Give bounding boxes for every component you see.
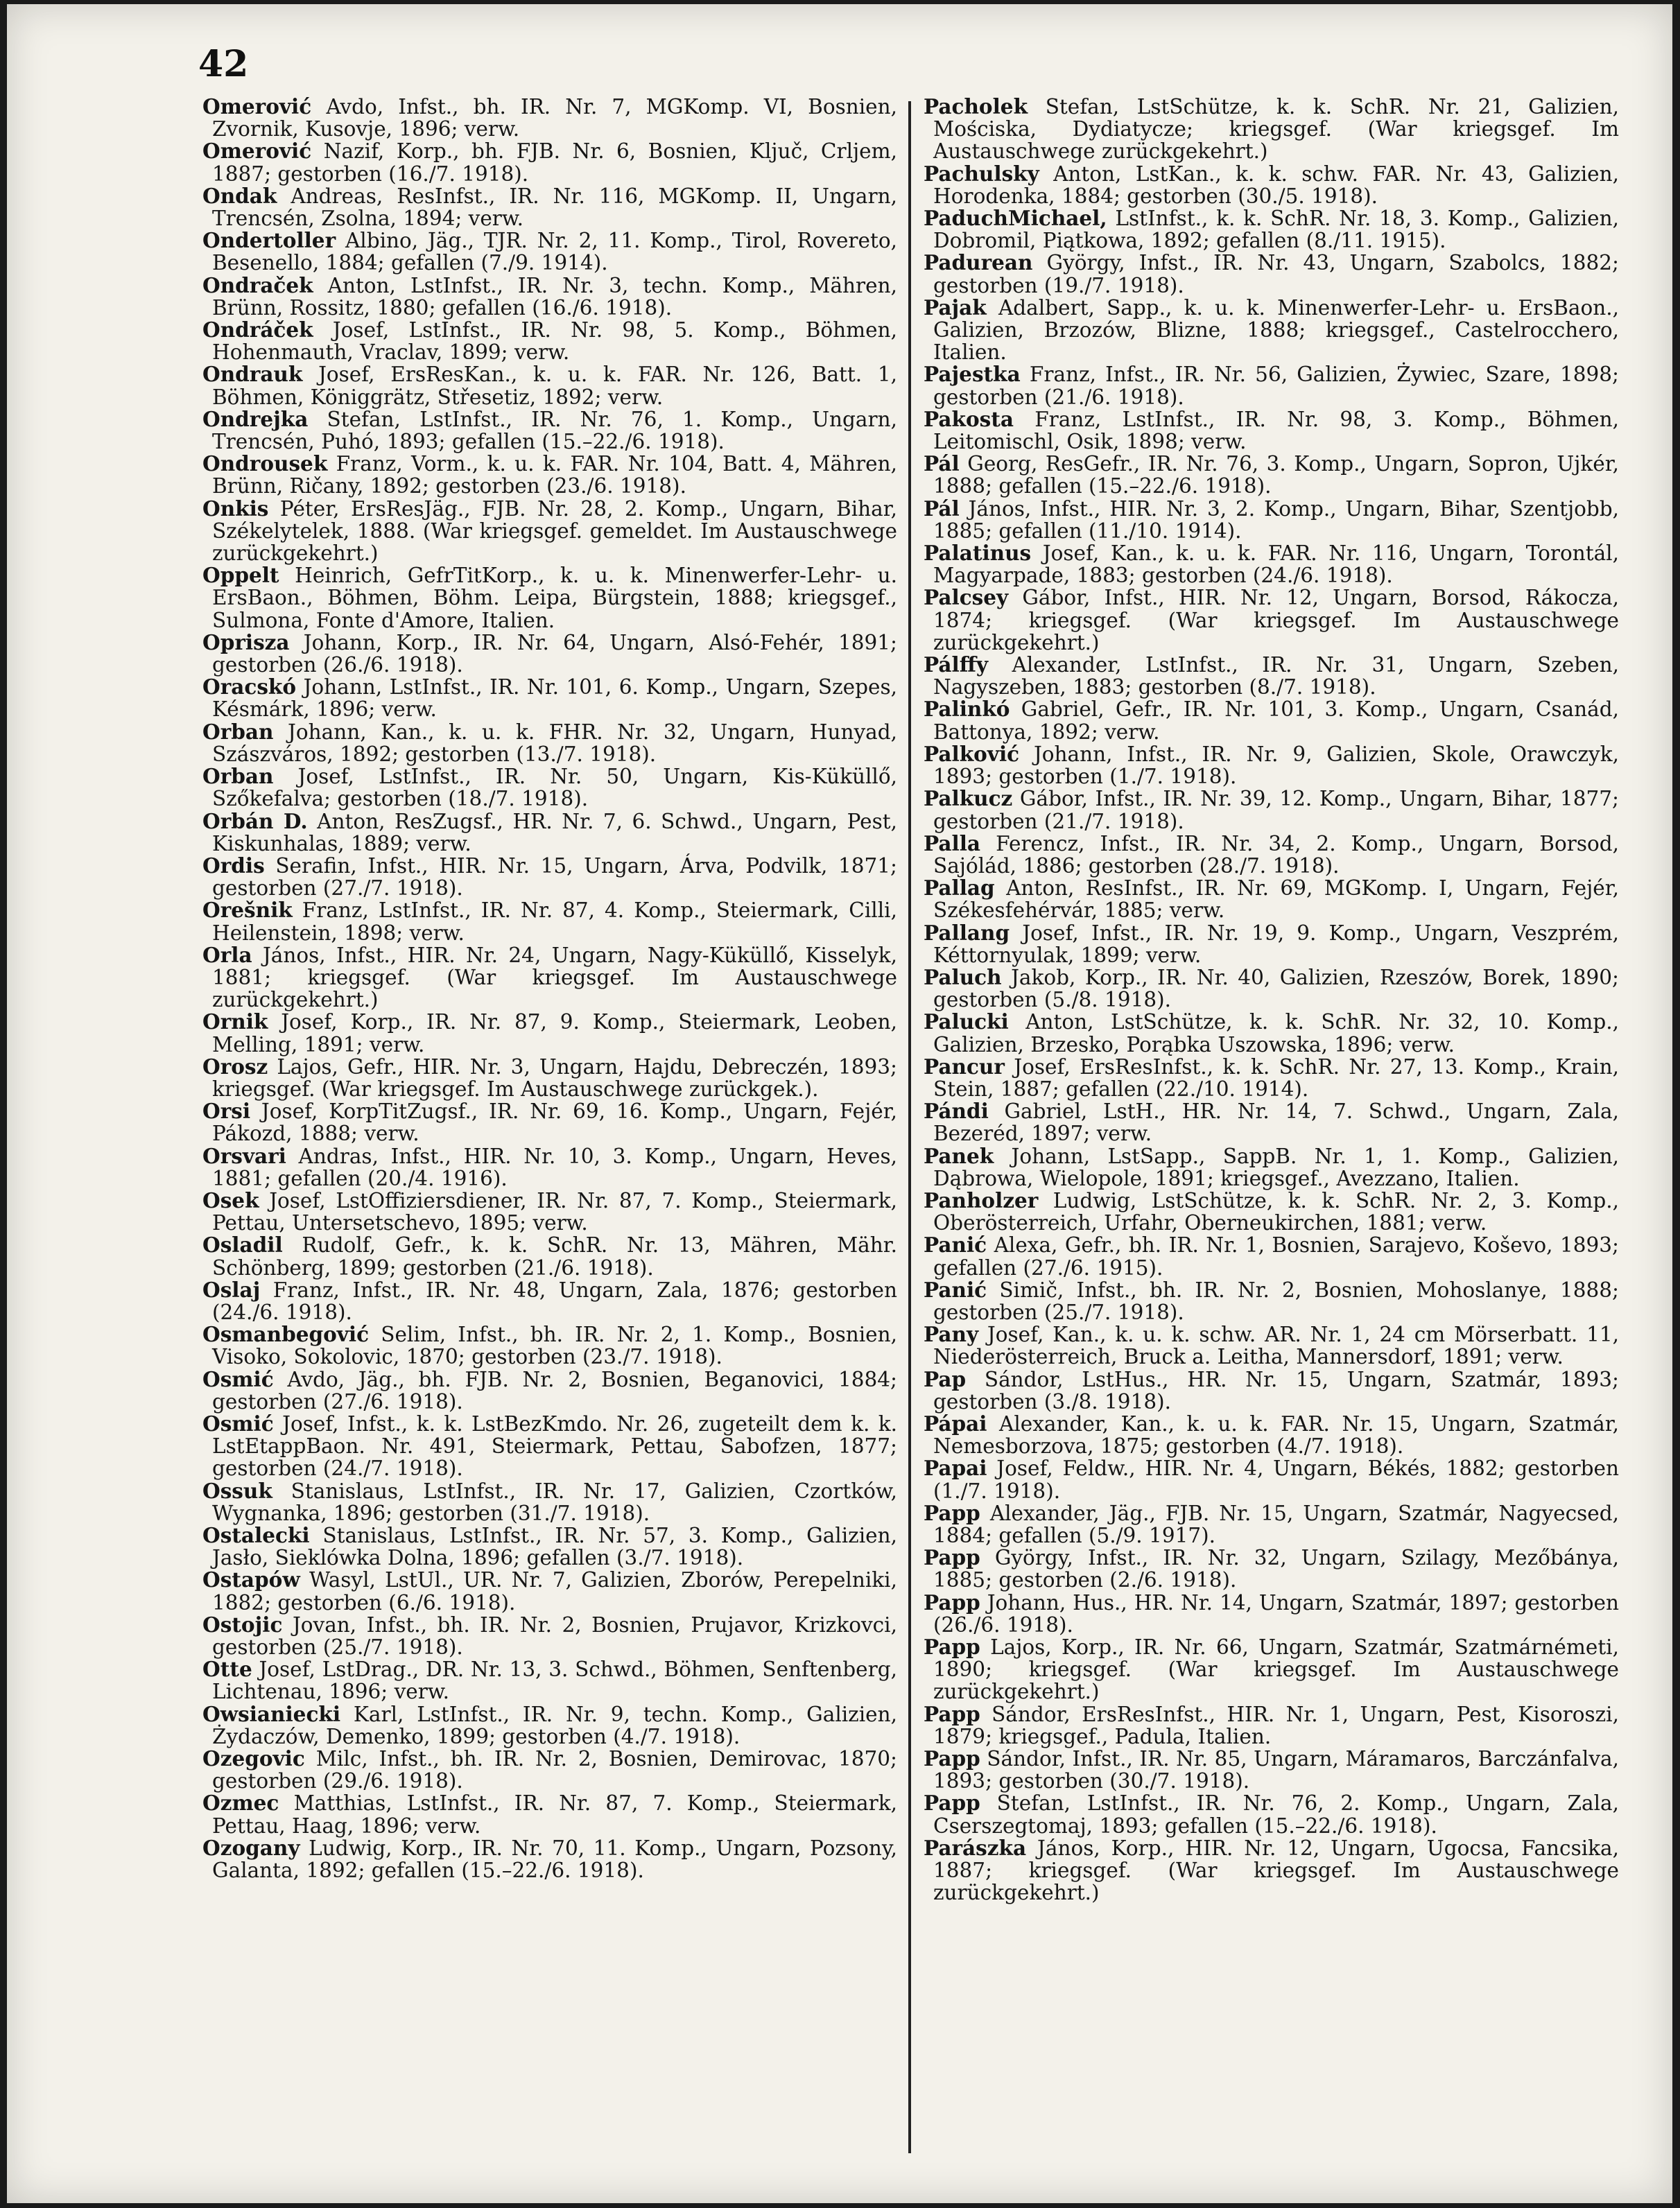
entry-surname: Pakosta bbox=[924, 406, 1014, 431]
entry-surname: Ondertoller bbox=[202, 228, 336, 253]
entry-details: Anton, ResZugsf., HR. Nr. 7, 6. Schwd., Ungarn, Pest, Kiskunhalas, 1889; verw. bbox=[212, 809, 897, 855]
casualty-entry bbox=[202, 721, 897, 765]
casualty-entry bbox=[924, 498, 1619, 542]
casualty-entry bbox=[924, 1234, 1619, 1278]
entry-details: Anton, LstSchütze, k. k. SchR. Nr. 32, 10. Komp., Galizien, Brzesko, Porąbka Uszowska, 1896; verw. bbox=[933, 1010, 1619, 1057]
casualty-entry bbox=[202, 1748, 897, 1792]
entry-surname: Ondraček bbox=[202, 272, 313, 297]
entry-surname: Panić bbox=[924, 1233, 987, 1258]
entry-details: Sándor, LstHus., HR. Nr. 15, Ungarn, Szatmár, 1893; gestorben (3./8. 1918). bbox=[933, 1367, 1619, 1414]
casualty-entry bbox=[202, 1190, 897, 1234]
entry-details: Josef, ErsResInfst., k. k. SchR. Nr. 27, 13. Komp., Krain, Stein, 1887; gefallen (22./10. 1914). bbox=[933, 1054, 1619, 1101]
casualty-entry bbox=[202, 855, 897, 899]
casualty-entry bbox=[202, 1145, 897, 1190]
casualty-entry bbox=[202, 1234, 897, 1278]
casualty-entry bbox=[924, 163, 1619, 207]
entry-surname: Papp bbox=[924, 1791, 980, 1816]
entry-details: Selim, Infst., bh. IR. Nr. 2, 1. Komp., Bosnien, Visoko, Sokolovic, 1870; gestorben (23./7. 1918). bbox=[212, 1323, 897, 1369]
right-column bbox=[924, 96, 1619, 1904]
casualty-entry bbox=[924, 297, 1619, 364]
entry-details: Johann, LstSapp., SappB. Nr. 1, 1. Komp., Galizien, Dąbrowa, Wielopole, 1891; kriegsgef., Avezzano, Italien. bbox=[933, 1144, 1619, 1190]
entry-details: Jovan, Infst., bh. IR. Nr. 2, Bosnien, Prujavor, Krizkovci, gestorben (25./7. 1918). bbox=[212, 1612, 897, 1660]
casualty-entry bbox=[924, 1011, 1619, 1055]
entry-details: Lajos, Gefr., HIR. Nr. 3, Ungarn, Hajdu, Debreczén, 1893; kriegsgef. (War kriegsgef. Im Austauschwege zurückgek.). bbox=[212, 1054, 897, 1101]
casualty-entry bbox=[924, 922, 1619, 966]
entry-surname: Palla bbox=[924, 831, 981, 855]
entry-details: Avdo, Infst., bh. IR. Nr. 7, MGKomp. VI, Bosnien, Zvornik, Kusovje, 1896; verw. bbox=[212, 95, 897, 141]
casualty-entry bbox=[924, 1547, 1619, 1591]
entry-surname: Pajestka bbox=[924, 362, 1021, 387]
page-number: 42 bbox=[198, 43, 249, 85]
entry-surname: Pál bbox=[924, 451, 960, 476]
casualty-entry bbox=[924, 542, 1619, 586]
entry-surname: Omerović bbox=[202, 139, 312, 164]
entry-surname: Panić bbox=[924, 1277, 987, 1302]
entry-details: Adalbert, Sapp., k. u. k. Minenwerfer-Lehr- u. ErsBaon., Galizien, Brzozów, Blizne, 1888; kriegsgef., Castelrocchero, Italien. bbox=[933, 295, 1619, 365]
entry-surname: Ondrauk bbox=[202, 362, 303, 387]
casualty-entry bbox=[924, 833, 1619, 877]
entry-surname: Panek bbox=[924, 1143, 994, 1168]
entry-surname: Orsvari bbox=[202, 1143, 286, 1168]
entry-surname: Parászka bbox=[924, 1835, 1027, 1860]
entry-surname: Pany bbox=[924, 1322, 979, 1347]
entry-details: Josef, Kan., k. u. k. schw. AR. Nr. 1, 24 cm Mörserbatt. 11, Niederösterreich, Bruck a. Leitha, Mannersdorf, 1891; verw. bbox=[933, 1323, 1619, 1369]
casualty-entry bbox=[202, 676, 897, 720]
entry-surname: Palucki bbox=[924, 1009, 1009, 1034]
casualty-entry bbox=[202, 453, 897, 497]
entry-details: Ludwig, LstSchütze, k. k. SchR. Nr. 2, 3. Komp., Oberösterreich, Urfahr, Oberneukirchen, 1881; verw. bbox=[933, 1188, 1619, 1235]
entry-details: Albino, Jäg., TJR. Nr. 2, 11. Komp., Tirol, Rovereto, Besenello, 1884; gefallen (7./9. 1914). bbox=[212, 229, 897, 275]
entry-details: Gábor, Infst., HIR. Nr. 12, Ungarn, Borsod, Rákocza, 1874; kriegsgef. (War kriegsgef. Im Austauschwege zurückgekehrt.) bbox=[933, 586, 1619, 654]
casualty-entry bbox=[202, 96, 897, 140]
entry-details: Anton, LstKan., k. k. schw. FAR. Nr. 43, Galizien, Horodenka, 1884; gestorben (30./5. 1918). bbox=[933, 162, 1619, 208]
entry-details: Josef, LstInfst., IR. Nr. 50, Ungarn, Kis-Küküllő, Szőkefalva; gestorben (18./7. 1918). bbox=[212, 765, 897, 811]
casualty-entry bbox=[202, 629, 897, 677]
entry-details: Anton, LstInfst., IR. Nr. 3, techn. Komp., Mähren, Brünn, Rossitz, 1880; gefallen (16./6. 1918). bbox=[212, 273, 897, 320]
entry-details: Johann, Kan., k. u. k. FHR. Nr. 32, Ungarn, Hunyad, Szászváros, 1892; gestorben (13./7. 1918). bbox=[212, 720, 897, 766]
entry-details: Josef, KorpTitZugsf., IR. Nr. 69, 16. Komp., Ungarn, Fejér, Pákozd, 1888; verw. bbox=[212, 1099, 897, 1146]
entry-surname: Owsianiecki bbox=[202, 1701, 341, 1726]
casualty-entry bbox=[924, 966, 1619, 1011]
casualty-entry bbox=[202, 1837, 897, 1881]
entry-details: Josef, Kan., k. u. k. FAR. Nr. 116, Ungarn, Torontál, Magyarpade, 1883; gestorben (24./6. 1918). bbox=[933, 541, 1619, 588]
casualty-entry bbox=[202, 1011, 897, 1055]
entry-details: Alexander, LstInfst., IR. Nr. 31, Ungarn, Szeben, Nagyszeben, 1883; gestorben (8./7. 1918). bbox=[933, 653, 1619, 699]
entry-surname: Papp bbox=[924, 1635, 980, 1660]
entry-surname: Palatinus bbox=[924, 541, 1032, 566]
casualty-entry bbox=[924, 1502, 1619, 1547]
entry-surname: Omerović bbox=[202, 94, 312, 119]
casualty-entry bbox=[202, 1792, 897, 1836]
entry-details: Anton, ResInfst., IR. Nr. 69, MGKomp. I, Ungarn, Fejér, Székesfehérvár, 1885; verw. bbox=[933, 876, 1619, 923]
entry-details: Johann, LstInfst., IR. Nr. 101, 6. Komp., Ungarn, Szepes, Késmárk, 1896; verw. bbox=[212, 675, 897, 722]
entry-details: Andreas, ResInfst., IR. Nr. 116, MGKomp. II, Ungarn, Trencsén, Zsolna, 1894; verw. bbox=[212, 184, 897, 231]
entry-surname: Ostojic bbox=[202, 1612, 283, 1637]
entry-surname: Ondrousek bbox=[202, 451, 328, 476]
entry-surname: Papp bbox=[924, 1746, 980, 1771]
entry-surname: Ozogany bbox=[202, 1835, 300, 1860]
entry-surname: Orosz bbox=[202, 1054, 268, 1079]
entry-details: Franz, Infst., IR. Nr. 56, Galizien, Żywiec, Szare, 1898; gestorben (21./6. 1918). bbox=[933, 363, 1619, 409]
casualty-entry bbox=[202, 229, 897, 274]
entry-details: Ferencz, Infst., IR. Nr. 34, 2. Komp., Ungarn, Borsod, Sajólád, 1886; gestorben (28./7. 1918). bbox=[933, 831, 1619, 878]
entry-surname: Orban bbox=[202, 719, 274, 744]
entry-details: Alexa, Gefr., bh. IR. Nr. 1, Bosnien, Sarajevo, Koševo, 1893; gefallen (27./6. 1915). bbox=[933, 1233, 1619, 1280]
entry-surname: Osmanbegović bbox=[202, 1322, 370, 1347]
entry-details: Péter, ErsResJäg., FJB. Nr. 28, 2. Komp., Ungarn, Bihar, Székelytelek, 1888. (War kriegsgef. gemeldet. Im Austauschwege zurückgekehrt.) bbox=[212, 496, 897, 566]
casualty-entry bbox=[202, 140, 897, 184]
entry-details: LstInfst., k. k. SchR. Nr. 18, 3. Komp., Galizien, Dobromil, Piątkowa, 1892; gefallen (8./11. 1915). bbox=[933, 207, 1619, 253]
casualty-entry bbox=[924, 1748, 1619, 1792]
casualty-entry bbox=[202, 1703, 897, 1748]
entry-surname: Oslaj bbox=[202, 1277, 261, 1302]
entry-surname: Ornik bbox=[202, 1009, 268, 1034]
casualty-entry bbox=[924, 96, 1619, 163]
entry-surname: Palinkó bbox=[924, 697, 1010, 722]
casualty-entry bbox=[202, 363, 897, 408]
entry-details: Josef, LstDrag., DR. Nr. 13, 3. Schwd., Böhmen, Senftenberg, Lichtenau, 1896; verw. bbox=[212, 1658, 897, 1704]
casualty-entry bbox=[202, 272, 897, 320]
entry-surname: Pancur bbox=[924, 1054, 1005, 1079]
casualty-entry bbox=[202, 1524, 897, 1569]
entry-details: Sándor, ErsResInfst., HIR. Nr. 1, Ungarn, Pest, Kisoroszi, 1879; kriegsgef., Padula, Italien. bbox=[933, 1702, 1619, 1748]
casualty-entry bbox=[924, 1145, 1619, 1190]
entry-surname: Ostalecki bbox=[202, 1523, 310, 1547]
entry-details: Josef, ErsResKan., k. u. k. FAR. Nr. 126, Batt. 1, Böhmen, Königgrätz, Střesetiz, 1892; verw. bbox=[212, 363, 897, 409]
casualty-entry bbox=[924, 363, 1619, 408]
entry-surname: Osek bbox=[202, 1188, 259, 1212]
casualty-entry bbox=[924, 1792, 1619, 1836]
casualty-entry bbox=[202, 319, 897, 363]
entry-surname: Osmić bbox=[202, 1411, 274, 1436]
casualty-entry bbox=[202, 810, 897, 855]
entry-surname: Pál bbox=[924, 496, 960, 521]
entry-surname: Papp bbox=[924, 1545, 980, 1570]
casualty-entry bbox=[202, 1413, 897, 1480]
entry-details: Josef, LstInfst., IR. Nr. 98, 5. Komp., Böhmen, Hohenmauth, Vraclav, 1899; verw. bbox=[212, 318, 897, 365]
entry-surname: Oppelt bbox=[202, 563, 279, 588]
entry-details: János, Infst., HIR. Nr. 3, 2. Komp., Ungarn, Bihar, Szentjobb, 1885; gefallen (11./10. 1914). bbox=[933, 496, 1619, 543]
entry-details: Franz, Vorm., k. u. k. FAR. Nr. 104, Batt. 4, Mähren, Brünn, Ričany, 1892; gestorben (23./6. 1918). bbox=[212, 452, 897, 498]
casualty-entry bbox=[202, 1658, 897, 1703]
entry-details: Georg, ResGefr., IR. Nr. 76, 3. Komp., Ungarn, Sopron, Ujkér, 1888; gefallen (15.–22./6. 1918). bbox=[933, 452, 1619, 498]
entry-details: György, Infst., IR. Nr. 32, Ungarn, Szilagy, Mezőbánya, 1885; gestorben (2./6. 1918). bbox=[933, 1546, 1619, 1592]
entry-details: Johann, Infst., IR. Nr. 9, Galizien, Skole, Orawczyk, 1893; gestorben (1./7. 1918). bbox=[933, 742, 1619, 789]
entry-surname: Pápai bbox=[924, 1411, 987, 1436]
entry-surname: Pacholek bbox=[924, 94, 1028, 119]
entry-surname: Onkis bbox=[202, 496, 269, 521]
entry-surname: Pachulsky bbox=[924, 161, 1039, 186]
entry-details: Stanislaus, LstInfst., IR. Nr. 17, Galizien, Czortków, Wygnanka, 1896; gestorben (31./7. 1918). bbox=[212, 1479, 897, 1525]
entry-surname: Pallag bbox=[924, 876, 995, 901]
entry-details: Milc, Infst., bh. IR. Nr. 2, Bosnien, Demirovac, 1870; gestorben (29./6. 1918). bbox=[212, 1747, 897, 1793]
entry-details: Rudolf, Gefr., k. k. SchR. Nr. 13, Mähren, Mähr. Schönberg, 1899; gestorben (21./6. 1918). bbox=[212, 1233, 897, 1280]
entry-details: Alexander, Jäg., FJB. Nr. 15, Ungarn, Szatmár, Nagyecsed, 1884; gefallen (5./9. 1917). bbox=[933, 1501, 1619, 1547]
entry-details: Franz, LstInfst., IR. Nr. 87, 4. Komp., Steiermark, Cilli, Heilenstein, 1898; verw. bbox=[212, 898, 897, 945]
entry-surname: Papp bbox=[924, 1701, 980, 1726]
casualty-entry bbox=[924, 1413, 1619, 1457]
casualty-entry bbox=[924, 1457, 1619, 1502]
entry-details: Gabriel, LstH., HR. Nr. 14, 7. Schwd., Ungarn, Zala, Bezeréd, 1897; verw. bbox=[933, 1099, 1619, 1146]
casualty-entry bbox=[202, 1480, 897, 1524]
entry-surname: Papai bbox=[924, 1456, 987, 1481]
casualty-entry bbox=[924, 1279, 1619, 1323]
entry-surname: Orbán D. bbox=[202, 808, 308, 833]
entry-surname: Pajak bbox=[924, 295, 987, 320]
entry-details: Johann, Korp., IR. Nr. 64, Ungarn, Alsó-Fehér, 1891; gestorben (26./6. 1918). bbox=[212, 630, 897, 677]
entry-surname: Osladil bbox=[202, 1233, 283, 1258]
entry-details: János, Infst., HIR. Nr. 24, Ungarn, Nagy-Küküllő, Kisselyk, 1881; kriegsgef. (War kriegsgef. Im Austauschwege zurückgekehrt.) bbox=[212, 943, 897, 1012]
left-column bbox=[202, 96, 897, 1881]
entry-details: Stefan, LstSchütze, k. k. SchR. Nr. 21, Galizien, Mościska, Dydiatycze; kriegsgef. (War kriegsgef. Im Austauschwege zurückgekehrt.) bbox=[933, 95, 1619, 164]
entry-details: Heinrich, GefrTitKorp., k. u. k. Minenwerfer-Lehr- u. ErsBaon., Böhmen, Böhm. Leipa, Bürgstein, 1888; kriegsgef., Sulmona, Fonte d'Amore, Italien. bbox=[212, 564, 897, 632]
casualty-entry bbox=[202, 1614, 897, 1658]
entry-surname: Pap bbox=[924, 1366, 967, 1391]
entry-details: Ludwig, Korp., IR. Nr. 70, 11. Komp., Ungarn, Pozsony, Galanta, 1892; gefallen (15.–22./6. 1918). bbox=[212, 1836, 897, 1883]
entry-details: Lajos, Korp., IR. Nr. 66, Ungarn, Szatmár, Szatmárnémeti, 1890; kriegsgef. (War kriegsgef. Im Austauschwege zurückgekehrt.) bbox=[933, 1635, 1619, 1704]
casualty-entry bbox=[202, 408, 897, 453]
entry-details: Gabriel, Gefr., IR. Nr. 101, 3. Komp., Ungarn, Csanád, Battonya, 1892; verw. bbox=[933, 697, 1619, 744]
entry-surname: Palcsey bbox=[924, 585, 1009, 610]
entry-surname: Oprisza bbox=[202, 629, 290, 654]
entry-surname: Pándi bbox=[924, 1099, 989, 1124]
casualty-entry bbox=[924, 586, 1619, 654]
casualty-entry bbox=[924, 1837, 1619, 1904]
casualty-entry bbox=[924, 1592, 1619, 1636]
entry-details: Matthias, LstInfst., IR. Nr. 87, 7. Komp., Steiermark, Pettau, Haag, 1896; verw. bbox=[212, 1791, 897, 1838]
entry-details: Johann, Hus., HR. Nr. 14, Ungarn, Szatmár, 1897; gestorben (26./6. 1918). bbox=[933, 1590, 1619, 1637]
entry-details: Josef, LstOffiziersdiener, IR. Nr. 87, 7. Komp., Steiermark, Pettau, Untersetschevo, 1895; verw. bbox=[212, 1188, 897, 1235]
entry-details: Josef, Korp., IR. Nr. 87, 9. Komp., Steiermark, Leoben, Melling, 1891; verw. bbox=[212, 1010, 897, 1057]
entry-details: Franz, LstInfst., IR. Nr. 98, 3. Komp., Böhmen, Leitomischl, Osik, 1898; verw. bbox=[933, 407, 1619, 454]
entry-details: Jakob, Korp., IR. Nr. 40, Galizien, Rzeszów, Borek, 1890; gestorben (5./8. 1918). bbox=[933, 965, 1619, 1012]
entry-details: Stefan, LstInfst., IR. Nr. 76, 2. Komp., Ungarn, Zala, Cserszegtomaj, 1893; gefallen (15.–22./6. 1918). bbox=[933, 1791, 1619, 1838]
entry-surname: Panholzer bbox=[924, 1188, 1039, 1212]
entry-details: Wasyl, LstUl., UR. Nr. 7, Galizien, Zborów, Perepelniki, 1882; gestorben (6./6. 1918). bbox=[212, 1568, 897, 1615]
entry-surname: Orla bbox=[202, 942, 252, 967]
entry-details: Josef, Infst., IR. Nr. 19, 9. Komp., Ungarn, Veszprém, Kéttornyulak, 1899; verw. bbox=[933, 921, 1619, 967]
entry-surname: Paluch bbox=[924, 964, 1002, 989]
entry-surname: Ozegovic bbox=[202, 1746, 305, 1771]
casualty-entry bbox=[202, 899, 897, 944]
entry-surname: Osmić bbox=[202, 1366, 274, 1391]
entry-details: Stanislaus, LstInfst., IR. Nr. 57, 3. Komp., Galizien, Jasło, Sieklówka Dolna, 1896; gefallen (3./7. 1918). bbox=[212, 1524, 897, 1570]
entry-details: Andras, Infst., HIR. Nr. 10, 3. Komp., Ungarn, Heves, 1881; gefallen (20./4. 1916). bbox=[212, 1144, 897, 1190]
entry-details: János, Korp., HIR. Nr. 12, Ungarn, Ugocsa, Fancsika, 1887; kriegsgef. (War kriegsgef. Im Austauschwege zurückgekehrt.) bbox=[933, 1836, 1619, 1905]
casualty-entry bbox=[202, 1100, 897, 1145]
entry-surname: Papp bbox=[924, 1500, 980, 1525]
casualty-entry bbox=[924, 698, 1619, 742]
entry-details: Sándor, Infst., IR. Nr. 85, Ungarn, Máramaros, Barczánfalva, 1893; gestorben (30./7. 1918). bbox=[933, 1747, 1619, 1793]
casualty-entry bbox=[202, 1279, 897, 1323]
casualty-entry bbox=[202, 944, 897, 1011]
entry-details: Josef, Feldw., HIR. Nr. 4, Ungarn, Békés, 1882; gestorben (1./7. 1918). bbox=[933, 1457, 1619, 1503]
entry-details: Franz, Infst., IR. Nr. 48, Ungarn, Zala, 1876; gestorben (24./6. 1918). bbox=[212, 1278, 897, 1324]
casualty-entry bbox=[202, 498, 897, 565]
casualty-entry bbox=[202, 564, 897, 632]
casualty-entry bbox=[924, 1323, 1619, 1368]
casualty-entry bbox=[924, 408, 1619, 453]
entry-details: György, Infst., IR. Nr. 43, Ungarn, Szabolcs, 1882; gestorben (19./7. 1918). bbox=[933, 251, 1619, 297]
entry-surname: Ondrejka bbox=[202, 406, 309, 431]
entry-surname: Pálffy bbox=[924, 652, 989, 677]
casualty-entry bbox=[202, 765, 897, 810]
casualty-entry bbox=[924, 207, 1619, 252]
casualty-entry bbox=[202, 1368, 897, 1413]
entry-surname: Ozmec bbox=[202, 1791, 279, 1816]
casualty-entry bbox=[924, 877, 1619, 921]
entry-details: Karl, LstInfst., IR. Nr. 9, techn. Komp., Galizien, Żydaczów, Demenko, 1899; gestorben (4./7. 1918). bbox=[212, 1702, 897, 1748]
entry-surname: Palkucz bbox=[924, 786, 1013, 811]
entry-surname: Papp bbox=[924, 1590, 980, 1615]
casualty-entry bbox=[924, 1056, 1619, 1100]
entry-surname: Ostapów bbox=[202, 1567, 300, 1592]
entry-details: Josef, Infst., k. k. LstBezKmdo. Nr. 26, zugeteilt dem k. k. LstEtappBaon. Nr. 491, Steiermark, Pettau, Sabofzen, 1877; gestorben (24./7. 1918). bbox=[212, 1411, 897, 1481]
casualty-entry bbox=[202, 1323, 897, 1368]
entry-surname: Ossuk bbox=[202, 1478, 272, 1503]
entry-details: Simič, Infst., bh. IR. Nr. 2, Bosnien, Mohoslanye, 1888; gestorben (25./7. 1918). bbox=[933, 1278, 1619, 1324]
casualty-entry bbox=[202, 185, 897, 229]
casualty-entry bbox=[924, 453, 1619, 497]
entry-surname: Ondak bbox=[202, 183, 277, 208]
entry-surname: Palković bbox=[924, 741, 1020, 766]
casualty-entry bbox=[924, 1703, 1619, 1748]
column-divider bbox=[908, 101, 911, 2153]
entry-surname: Oracskó bbox=[202, 675, 297, 699]
scanned-page bbox=[7, 4, 1672, 2203]
casualty-entry bbox=[924, 1636, 1619, 1703]
casualty-entry bbox=[924, 1368, 1619, 1413]
entry-details: Stefan, LstInfst., IR. Nr. 76, 1. Komp., Ungarn, Trencsén, Puhó, 1893; gefallen (15.–22./6. 1918). bbox=[212, 407, 897, 454]
entry-details: Nazif, Korp., bh. FJB. Nr. 6, Bosnien, Ključ, Crljem, 1887; gestorben (16./7. 1918). bbox=[212, 139, 897, 186]
casualty-entry bbox=[924, 743, 1619, 788]
entry-surname: Orešnik bbox=[202, 898, 293, 923]
casualty-entry bbox=[202, 1056, 897, 1100]
entry-details: Serafin, Infst., HIR. Nr. 15, Ungarn, Árva, Podvilk, 1871; gestorben (27./7. 1918). bbox=[212, 853, 897, 901]
entry-surname: Orban bbox=[202, 764, 274, 789]
casualty-entry bbox=[924, 1190, 1619, 1234]
entry-details: Avdo, Jäg., bh. FJB. Nr. 2, Bosnien, Beganovici, 1884; gestorben (27./6. 1918). bbox=[212, 1367, 897, 1414]
entry-surname: Otte bbox=[202, 1657, 252, 1682]
casualty-entry bbox=[924, 252, 1619, 296]
entry-surname: Orsi bbox=[202, 1099, 251, 1124]
casualty-entry bbox=[924, 654, 1619, 698]
entry-surname: Padurean bbox=[924, 250, 1033, 275]
entry-details: Alexander, Kan., k. u. k. FAR. Nr. 15, Ungarn, Szatmár, Nemesborzova, 1875; gestorben (4./7. 1918). bbox=[933, 1411, 1619, 1459]
casualty-entry bbox=[924, 1100, 1619, 1145]
entry-surname: PaduchMichael, bbox=[924, 206, 1107, 231]
entry-surname: Ordis bbox=[202, 853, 265, 878]
casualty-entry bbox=[924, 788, 1619, 832]
entry-surname: Ondráček bbox=[202, 318, 313, 342]
entry-surname: Pallang bbox=[924, 920, 1010, 945]
entry-details: Gábor, Infst., IR. Nr. 39, 12. Komp., Ungarn, Bihar, 1877; gestorben (21./7. 1918). bbox=[933, 787, 1619, 833]
casualty-entry bbox=[202, 1569, 897, 1613]
